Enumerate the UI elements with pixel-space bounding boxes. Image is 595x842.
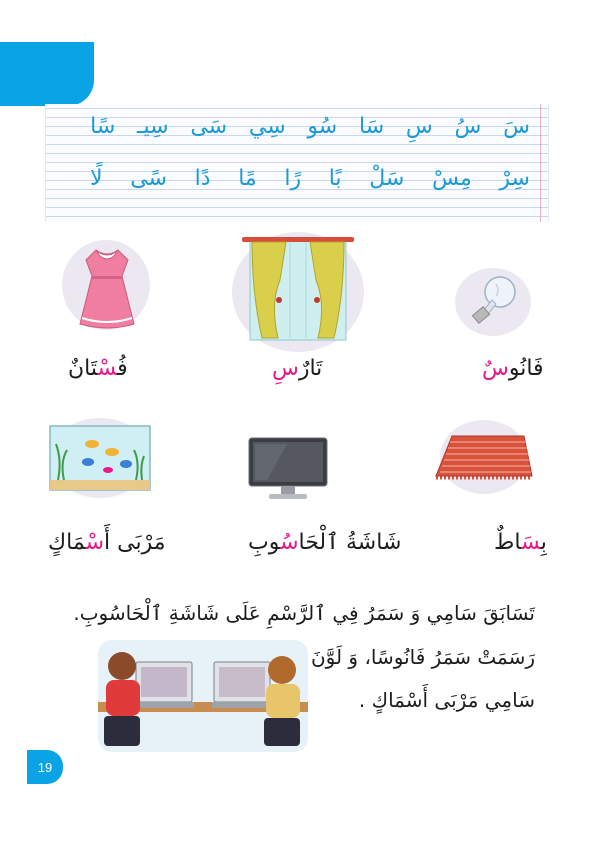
- syllable: سِيـ: [137, 114, 169, 139]
- story-sentence-1: تَسَابَقَ سَامِي وَ سَمَرُ فِي ٱلرَّسْمِ عَلَى شَاشَةِ ٱلْحَاسُوبِ.: [73, 601, 535, 625]
- syllable-row-2: [90, 166, 530, 191]
- curtain-icon: [240, 234, 356, 342]
- syllable: لًا: [90, 166, 103, 191]
- monitor-icon: [247, 436, 329, 502]
- syllable: سِ: [405, 114, 433, 139]
- page-number: 19: [27, 750, 63, 784]
- vocab-word-lantern: فَانُوسٌ: [482, 356, 544, 381]
- syllable: سِرْ: [499, 166, 530, 191]
- vocab-word-curtain: تَارٌسِ: [272, 356, 323, 381]
- vocab-word-rug: بِسَاطٌ: [494, 530, 547, 555]
- syllable: مًا: [238, 166, 257, 191]
- syllable-row-1: [90, 114, 530, 139]
- syllable: مِسْ: [431, 166, 472, 191]
- syllable: رًا: [284, 166, 302, 191]
- syllable: سًى: [130, 166, 167, 191]
- syllable: سَ: [503, 114, 530, 139]
- vocab-word-dress: فُسْتَانٌ: [68, 356, 128, 381]
- syllable: سَى: [190, 114, 228, 139]
- aquarium-icon: [48, 424, 152, 492]
- syllable: بًا: [328, 166, 342, 191]
- children-drawing-illustration: [98, 640, 308, 752]
- syllable: سُو: [307, 114, 338, 139]
- rug-icon: [432, 430, 536, 486]
- vocab-word-aquarium: مَرْبَى أَسْمَاكٍ: [48, 530, 166, 555]
- syllable: سُ: [454, 114, 482, 139]
- vocab-word-computer-screen: شَاشَةُ ٱلْحَاسُوبِ: [248, 530, 402, 555]
- syllable: سِي: [248, 114, 286, 139]
- story-sentence-2: رَسَمَتْ سَمَرُ فَانُوسًا، وَ لَوَّنَ: [310, 645, 535, 669]
- light-bulb-icon: [466, 270, 524, 330]
- syllable: دًا: [194, 166, 211, 191]
- syllable: سَلْ: [369, 166, 405, 191]
- dress-icon: [72, 246, 142, 330]
- syllable: سًا: [90, 114, 116, 139]
- corner-tab: [0, 42, 94, 106]
- syllable: سَا: [358, 114, 385, 139]
- story-sentence-3: سَامِي مَرْبَى أَسْمَاكٍ .: [358, 688, 535, 712]
